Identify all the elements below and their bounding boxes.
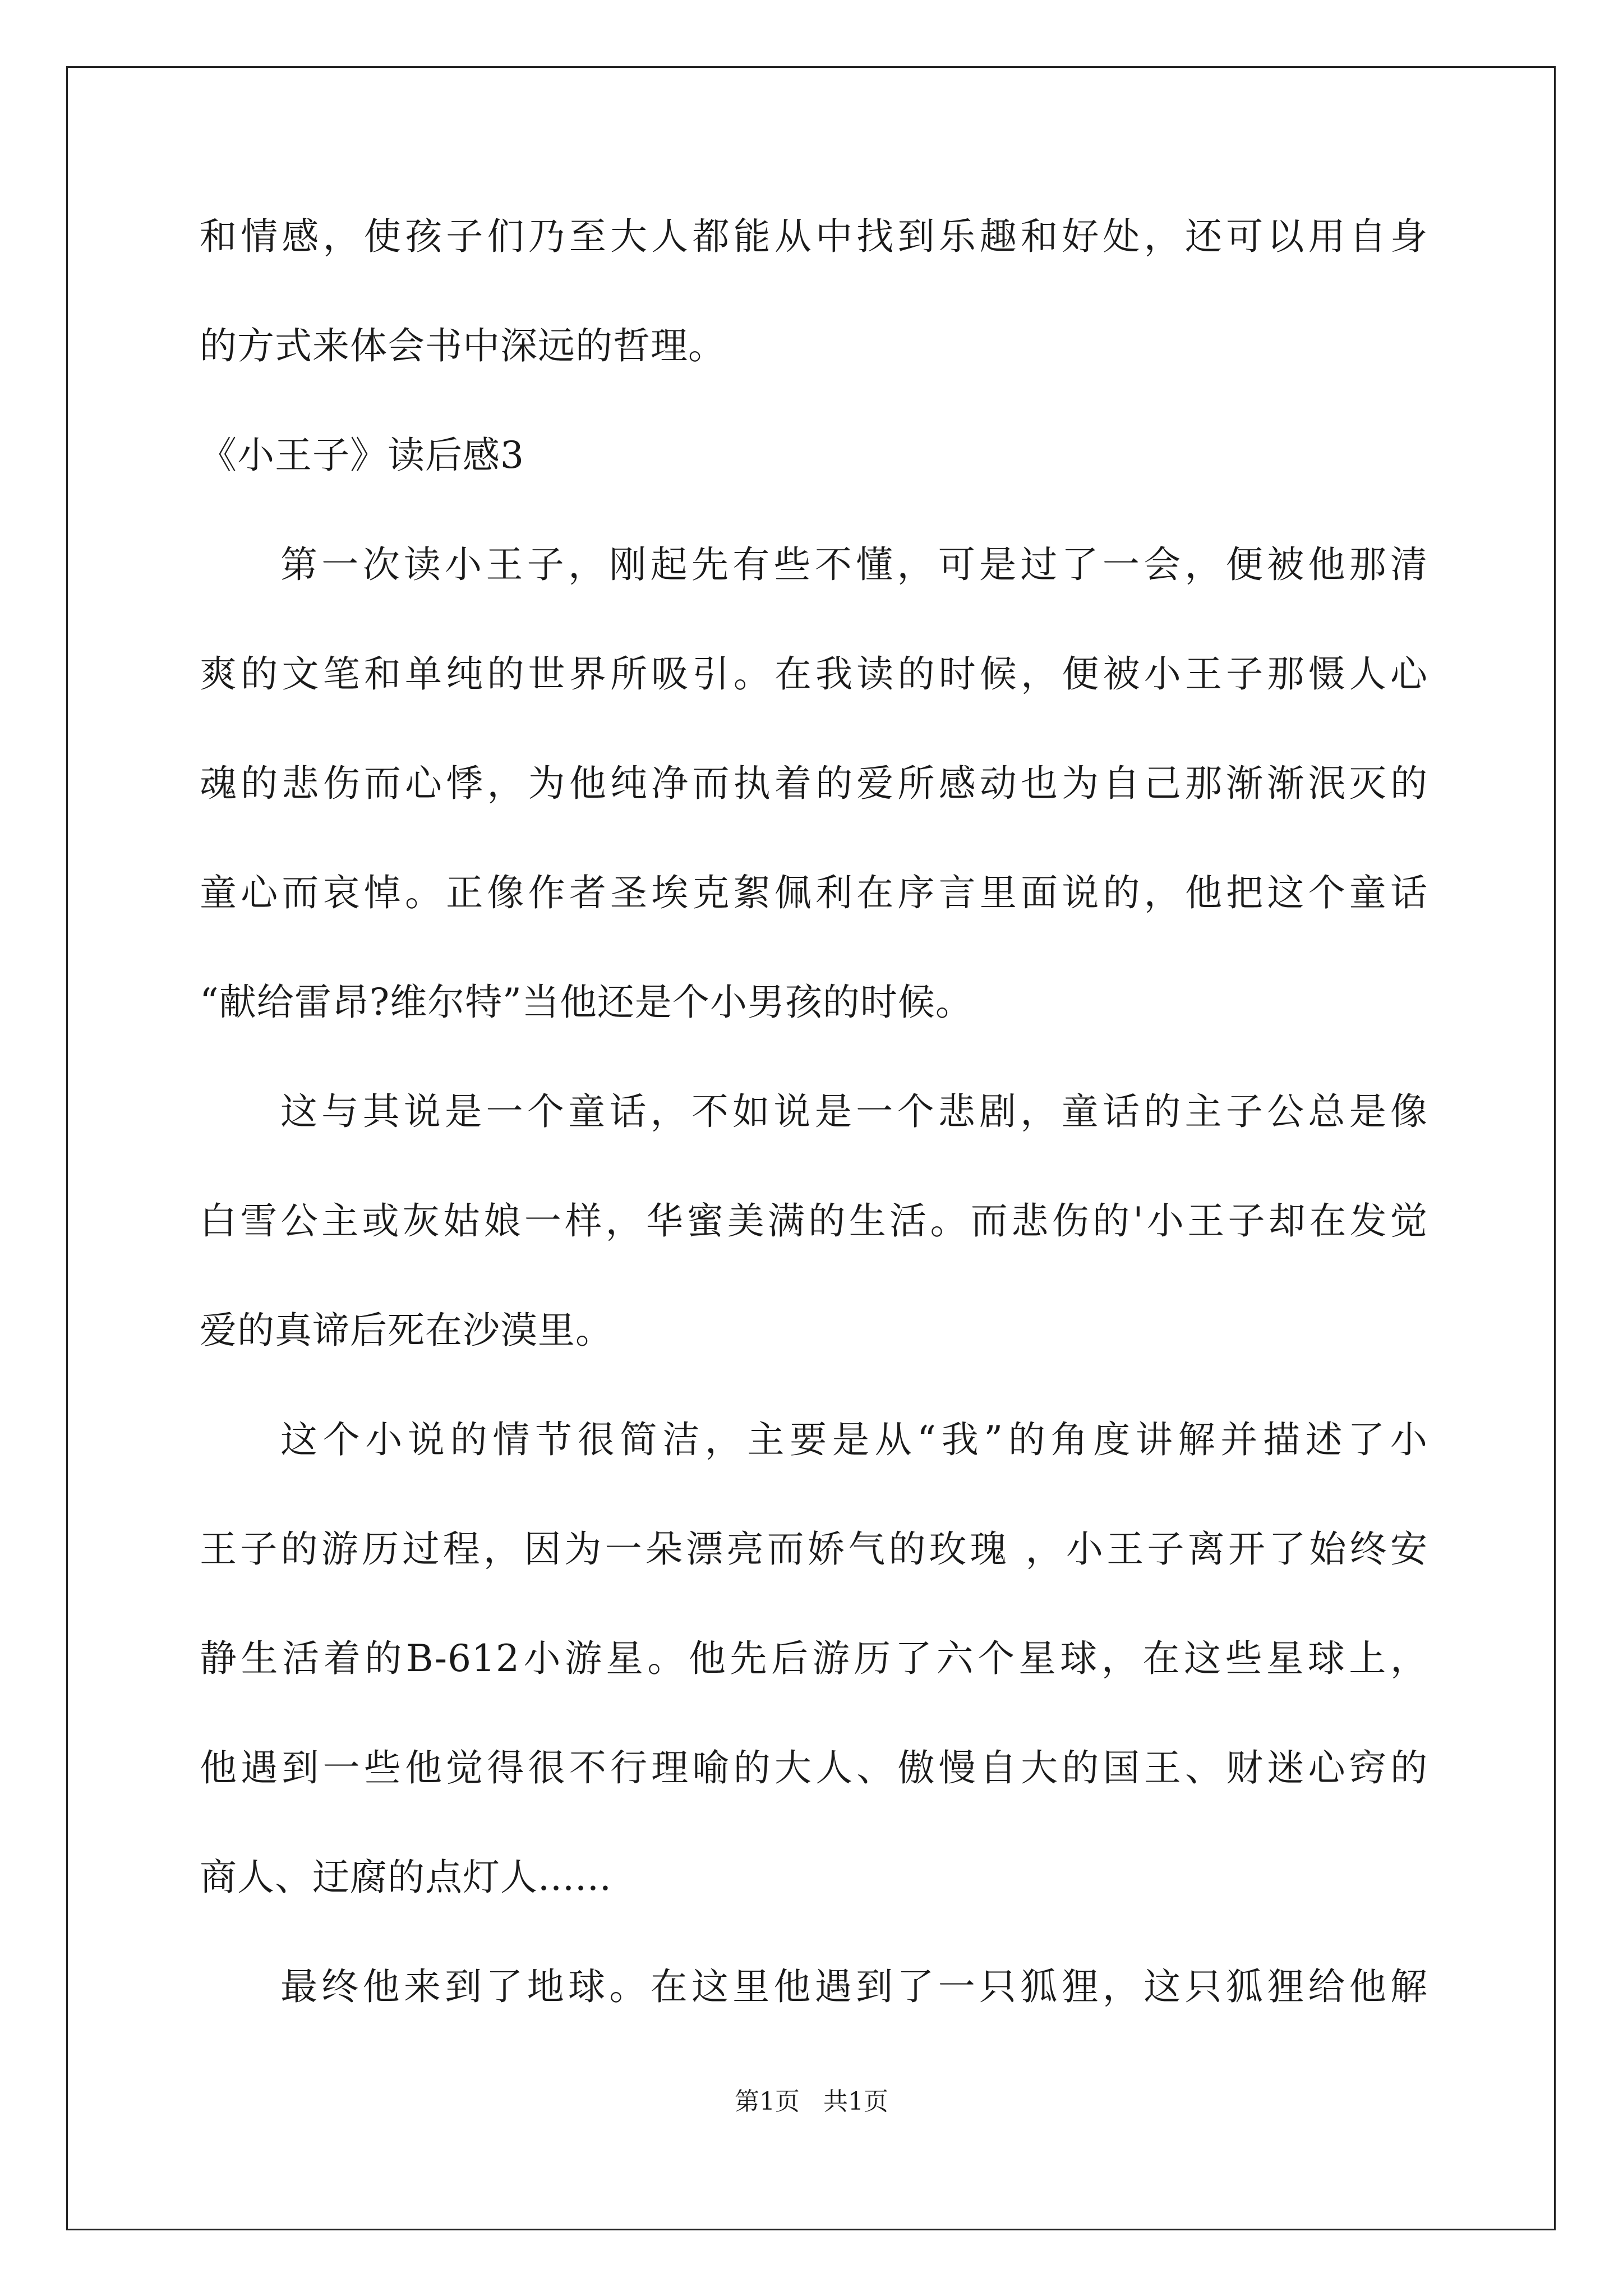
paragraph-line: 童心而哀悼。正像作者圣埃克絮佩利在序言里面说的，他把这个童话 <box>200 871 1428 914</box>
paragraph-line: 王子的游历过程，因为一朵漂亮而娇气的玫瑰 ，小王子离开了始终安 <box>200 1527 1428 1571</box>
paragraph-line: 第一次读小王子，刚起先有些不懂，可是过了一会，便被他那清 <box>280 543 1428 586</box>
paragraph-line: 和情感，使孩子们乃至大人都能从中找到乐趣和好处，还可以用自身 <box>200 215 1428 258</box>
paragraph-line: “献给雷昂?维尔特”当他还是个小男孩的时候。 <box>200 981 973 1024</box>
page-total: 共1页 <box>823 2087 888 2116</box>
paragraph-line: 最终他来到了地球。在这里他遇到了一只狐狸，这只狐狸给他解 <box>280 1965 1428 2008</box>
paragraph-line: 爽的文笔和单纯的世界所吸引。在我读的时候，便被小王子那慑人心 <box>200 652 1428 696</box>
paragraph-line: 商人、迂腐的点灯人...... <box>200 1856 612 1899</box>
paragraph-line: 这与其说是一个童话，不如说是一个悲剧，童话的主子公总是像 <box>280 1090 1428 1133</box>
document-body <box>200 197 1428 2057</box>
paragraph-line: 这个小说的情节很简洁，主要是从“我”的角度讲解并描述了小 <box>280 1418 1428 1461</box>
paragraph-line: 的方式来体会书中深远的哲理。 <box>200 324 726 367</box>
paragraph-line: 静生活着的B-612小游星。他先后游历了六个星球，在这些星球上， <box>200 1637 1428 1680</box>
paragraph-line: 白雪公主或灰姑娘一样，华蜜美满的生活。而悲伤的'小王子却在发觉 <box>200 1199 1428 1243</box>
paragraph-line: 魂的悲伤而心悸，为他纯净而执着的爱所感动也为自己那渐渐泯灭的 <box>200 762 1428 805</box>
page-footer <box>0 2081 1623 2117</box>
section-heading: 《小王子》读后感3 <box>200 434 524 477</box>
paragraph-line: 爱的真谛后死在沙漠里。 <box>200 1309 613 1352</box>
paragraph-line: 他遇到一些他觉得很不行理喻的大人、傲慢自大的国王、财迷心窍的 <box>200 1746 1428 1789</box>
page-number: 第1页 <box>735 2087 800 2116</box>
